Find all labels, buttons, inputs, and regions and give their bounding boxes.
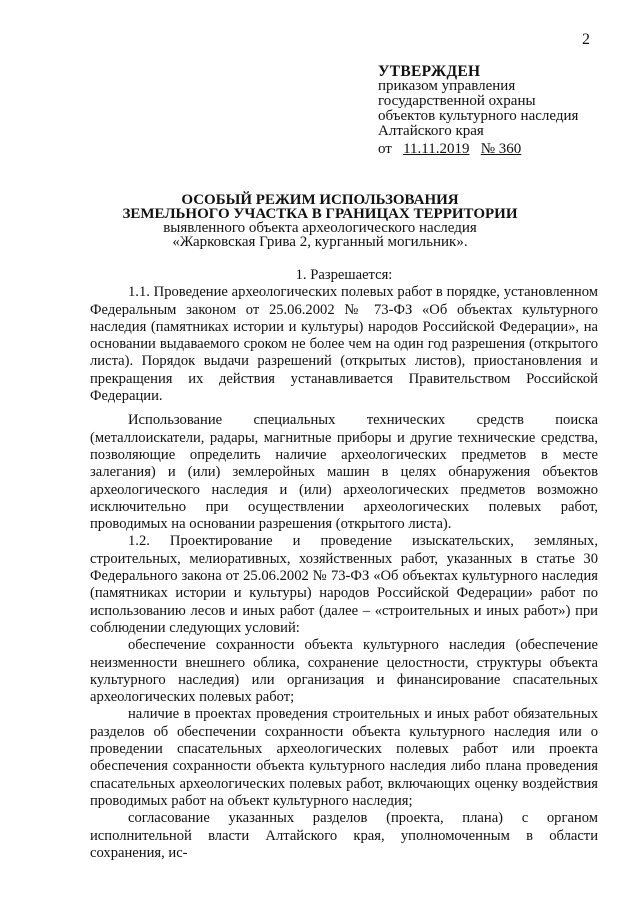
paragraph-1-1: 1.1. Проведение археологических полевых работ в порядке, установленном Федеральным законом от 25.06.2002 № 73-ФЗ «Об объектах культурного наследия (памятниках истории и культуры) народов Российской Федерации», на основании выдаваемого сроком не более чем на один год разрешения (открытого листа). Порядок выдачи разрешений (открытых листов), приостановления и прекращения их действия устанавливается Правительством Российской Федерации. — [90, 284, 598, 405]
approval-stamp — [378, 64, 578, 157]
approval-line-4: Алтайского края — [378, 123, 484, 139]
document-heading — [0, 193, 640, 249]
paragraph-agreement-condition: согласование указанных разделов (проекта, плана) с органом исполнительной власти Алтайского края, уполномоченным в области сохранения, ис- — [90, 810, 598, 861]
section-title: 1. Разрешается: — [295, 267, 393, 283]
approval-line-1: приказом управления — [378, 78, 516, 94]
heading-line-4: «Жарковская Грива 2, курганный могильник». — [172, 234, 468, 250]
approval-line-2: государственной охраны — [378, 93, 536, 109]
heading-line-3: выявленного объекта археологического наследия — [163, 220, 477, 236]
date-prefix: от — [378, 141, 392, 157]
approval-title: УТВЕРЖДЕН — [378, 63, 481, 80]
approval-date-line — [378, 142, 578, 157]
paragraph-safety-condition: обеспечение сохранности объекта культурного наследия (обеспечение неизменности внешнего облика, сохранение целостности, структуры объекта культурного наследия) или организация и финансирование спасательных археологических полевых работ; — [90, 637, 598, 706]
approval-number: № 360 — [480, 141, 522, 157]
heading-line-1: ОСОБЫЙ РЕЖИМ ИСПОЛЬЗОВАНИЯ — [181, 192, 459, 208]
paragraph-1-2: 1.2. Проектирование и проведение изыскательских, земляных, строительных, мелиоративных, хозяйственных работ, указанных в статье 30 Федерального закона от 25.06.2002 № 73-ФЗ «Об объектах культурного наследия (памятниках истории и культуры) народов Российской Федерации» работ по использованию лесов и иных работ (далее – «строительных и иных работ») при соблюдении следующих условий: — [90, 533, 598, 636]
document-body — [90, 267, 598, 862]
heading-line-2: ЗЕМЕЛЬНОГО УЧАСТКА В ГРАНИЦАХ ТЕРРИТОРИИ — [122, 206, 518, 222]
paragraph-technical-tools: Использование специальных технических средств поиска (металлоискатели, радары, магнитные приборы и другие технические средства, позволяющие определить наличие археологических предметов в месте залегания) и (или) землеройных машин в целях обнаружения объектов археологического наследия и (или) археологических предметов возможно исключительно при осуществлении археологических полевых работ, проводимых на основании разрешения (открытого листа). — [90, 412, 598, 533]
approval-date: 11.11.2019 — [403, 141, 470, 157]
page-number: 2 — [582, 31, 590, 48]
approval-line-3: объектов культурного наследия — [378, 108, 579, 124]
paragraph-projects-condition: наличие в проектах проведения строительных и иных работ обязательных разделов об обеспечении сохранности объекта культурного наследия или о проведении спасательных археологических полевых работ или проекта обеспечения сохранности объекта культурного наследия либо плана проведения спасательных археологических полевых работ, включающих оценку воздействия проводимых работ на объект культурного наследия; — [90, 706, 598, 809]
